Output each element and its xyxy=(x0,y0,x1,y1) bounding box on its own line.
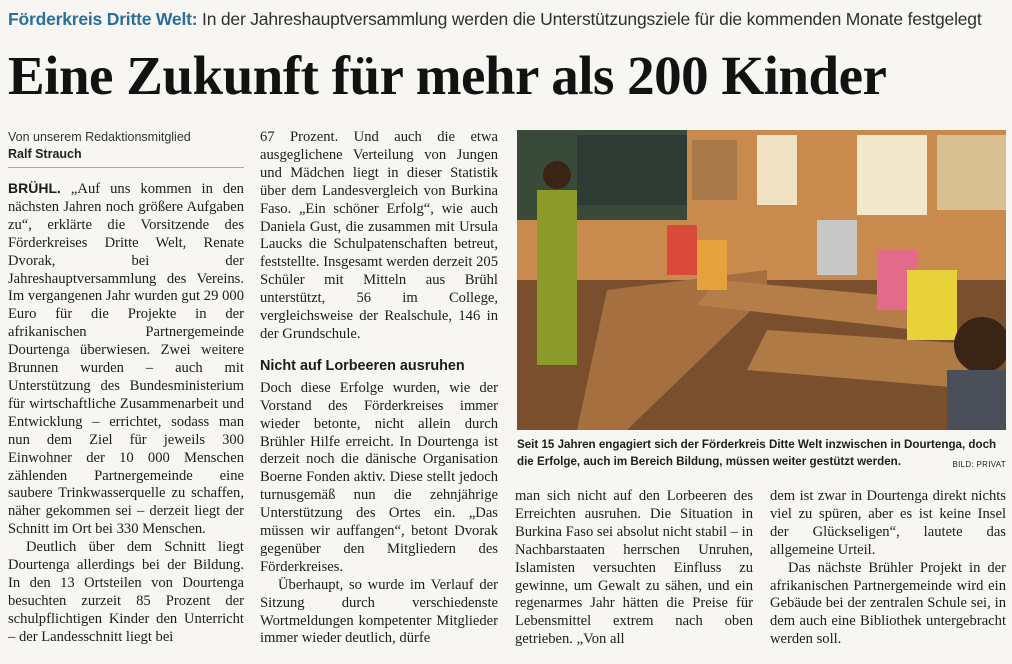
paragraph: man sich nicht auf den Lorbeeren des Erreichten ausruhen. Die Situation in Burkina Faso sei absolut nicht stabil – in Nachbarstaaten herrschen Unruhen, Islamisten versuchten Einfluss zu gewinne, um Gewalt zu sähen, und ein regenarmes Jahr hätten die Preise für Lebensmittel extrem nach oben getrieben. „Von all xyxy=(515,488,753,648)
paragraph: dem ist zwar in Dourtenga direkt nichts viel zu spüren, aber es ist keine Insel der Glückseligen“, lautete das allgemeine Urteil. xyxy=(770,488,1006,558)
photo-caption xyxy=(517,436,1006,473)
kicker-line xyxy=(8,9,1004,30)
article-column-1 xyxy=(8,180,244,647)
article-column-2 xyxy=(260,129,498,648)
article-photo xyxy=(517,130,1006,430)
article-column-3 xyxy=(515,488,753,649)
byline-author: Ralf Strauch xyxy=(8,147,82,161)
paragraph: Deutlich über dem Schnitt liegt Dourtenga allerdings bei der Bildung. In den 13 Ortsteilen von Dourtenga besuchten zurzeit 85 Prozent der schulpflichtigen Kinder den Unterricht – der Landesschnitt liegt bei xyxy=(8,539,244,645)
subheading: Nicht auf Lorbeeren ausruhen xyxy=(260,357,465,374)
paragraph xyxy=(8,180,244,539)
headline: Eine Zukunft für mehr als 200 Kinder xyxy=(8,45,887,106)
kicker-text: In der Jahreshauptversammlung werden die Unterstützungsziele für die kommenden Monate festgelegt xyxy=(202,9,982,29)
kicker-label: Förderkreis Dritte Welt: xyxy=(8,9,198,29)
classroom-photo-illustration xyxy=(517,130,1006,430)
dateline: BRÜHL. xyxy=(8,180,61,196)
byline xyxy=(8,129,244,168)
paragraph: Das nächste Brühler Projekt in der afrikanischen Partnergemeinde wird ein Gebäude bei der zentralen Schule sei, in dem auch eine Bibliothek untergebracht werden soll. xyxy=(770,559,1006,648)
paragraph: 67 Prozent. Und auch die etwa ausgeglichene Verteilung von Jungen und Mädchen liegt in dieser Statistik über dem Landesvergleich von Burkina Faso. „Ein schöner Erfolg“, wie auch Daniela Gust, die zusammen mit Ursula Laucks die Schulpatenschaften betreut, feststellte. Insgesamt werden derzeit 205 Schüler mit Mitteln aus Brühl unterstützt, 56 im College, vergleichsweise der Realschule, 146 in der Grundschule. xyxy=(260,129,498,342)
byline-intro: Von unserem Redaktionsmitglied xyxy=(8,130,191,144)
photo-credit: BILD: PRIVAT xyxy=(952,460,1006,469)
paragraph-text: „Auf uns kommen in den nächsten Jahren noch größere Aufgaben zu“, erklärte die Vorsitzende des Förderkreises Dritte Welt, Renate Dvorak, bei der Jahreshauptversammlung des Vereins. Im vergangenen Jahr wurden gut 29 000 Euro für die Projekte in der afrikanischen Partnergemeinde Dourtenga überwiesen. Zwei weitere Brunnen wurden – auch mit Unterstützung des Bundesministerium für wirtschaftliche Zusammenarbeit und Entwicklung – errichtet, sodass man nun dem Ziel für jeweils 300 Einwohner der 10 000 Menschen zählenden Partnergemeinde eine saubere Trinkwasserquelle zu schaffen, näher gekommen sei – derzeit liegt der Schnitt im Ort bei 330 Menschen. xyxy=(8,181,244,538)
article-column-4 xyxy=(770,488,1006,649)
caption-text: Seit 15 Jahren engagiert sich der Förderkreis Ditte Welt inzwischen in Dourtenga, doch die Erfolge, auch im Bereich Bildung, müssen weiter gestützt werden. xyxy=(517,438,997,468)
paragraph: Überhaupt, so wurde im Verlauf der Sitzung durch verschiedenste Wortmeldungen kompetenter Mitglieder immer wieder deutlich, dürfe xyxy=(260,576,498,647)
paragraph: Doch diese Erfolge wurden, wie der Vorstand des Förderkreises immer wieder betonte, nicht allein durch Brühler Hilfe erreicht. In Dourtenga ist derzeit noch die dänische Organisation Boerne Fonden aktiv. Diese stellt jedoch turnusgemäß nun die zehnjährige Unterstützung des Ortes ein. „Das müssen wir auffangen“, betont Dvorak gegenüber den Mitgliedern des Förderkreises. xyxy=(260,379,498,575)
